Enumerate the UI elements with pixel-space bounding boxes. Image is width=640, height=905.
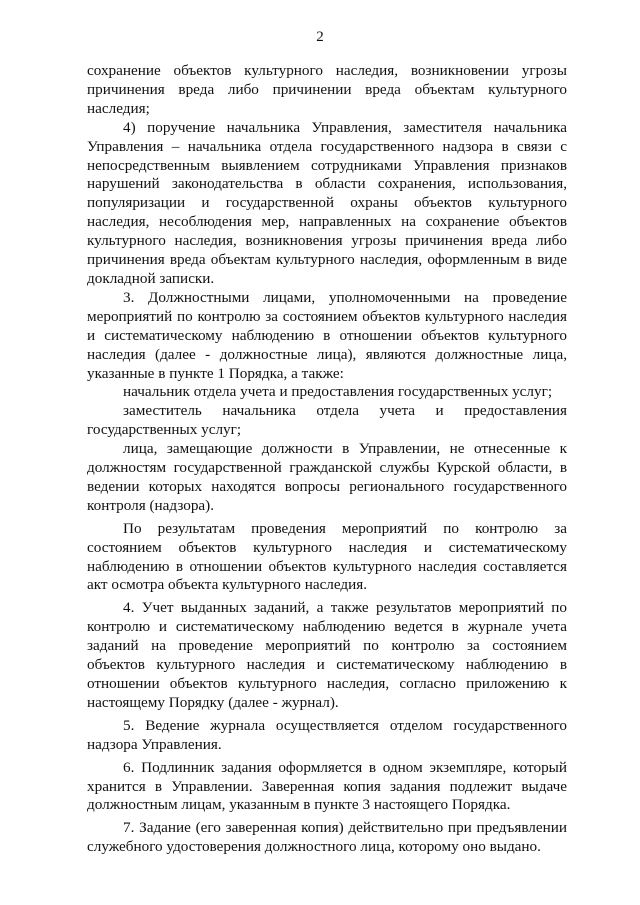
page-number: 2 <box>316 29 324 45</box>
paragraph-official-head: начальник отдела учета и предоставления государственных услуг; <box>123 383 553 401</box>
document-body <box>87 62 567 857</box>
paragraph-section-6: 6. Подлинник задания оформляется в одном экземпляре, который хранится в Управлении. Заверенная копия задания подлежит выдаче должностным лицам, указанным в пункте 3 настоящего Порядка. <box>87 758 567 814</box>
paragraph-official-others: лица, замещающие должности в Управлении, не отнесенные к должностям государственной гражданской службы Курской области, в ведении которых находятся вопросы регионального государственного контроля (надзора). <box>87 440 567 514</box>
paragraph-section-4: 4. Учет выданных заданий, а также результатов мероприятий по контролю и систематическому наблюдению ведется в журнале учета заданий на проведение мероприятий по контролю за состоянием объектов культурного наследия и систематическому наблюдению в отношении объектов культурного наследия, согласно приложению к настоящему Порядку (далее - журнал). <box>87 599 567 711</box>
paragraph-inspection-act: По результатам проведения мероприятий по контролю за состоянием объектов культурного наследия и систематическому наблюдению в отношении объектов культурного наследия составляется акт осмотра объекта культурного наследия. <box>87 519 567 594</box>
paragraph-item-4: 4) поручение начальника Управления, заместителя начальника Управления – начальника отдела государственного надзора в связи с непосредственным выявлением сотрудниками Управления признаков нарушений законодательства в области сохранения, использования, популяризации и государственной охраны объектов культурного наследия, несоблюдения мер, направленных на сохранение объектов культурного наследия, возникновения угрозы причинения вреда либо причинения вреда объектам культурного наследия, оформленным в виде докладной записки. <box>87 118 567 287</box>
paragraph-official-deputy: заместитель начальника отдела учета и предоставления государственных услуг; <box>87 402 567 439</box>
paragraph-section-7: 7. Задание (его заверенная копия) действительно при предъявлении служебного удостоверения должностного лица, которому оно выдано. <box>87 819 567 856</box>
paragraph-section-3: 3. Должностными лицами, уполномоченными на проведение мероприятий по контролю за состоянием объектов культурного наследия и систематическому наблюдению в отношении объектов культурного наследия (далее - должностные лица), являются должностные лица, указанные в пункте 1 Порядка, а также: <box>87 288 567 382</box>
paragraph-section-5: 5. Ведение журнала осуществляется отделом государственного надзора Управления. <box>87 716 567 753</box>
paragraph-continuation: сохранение объектов культурного наследия, возникновении угрозы причинения вреда либо причинении вреда объектам культурного наследия; <box>87 62 567 117</box>
